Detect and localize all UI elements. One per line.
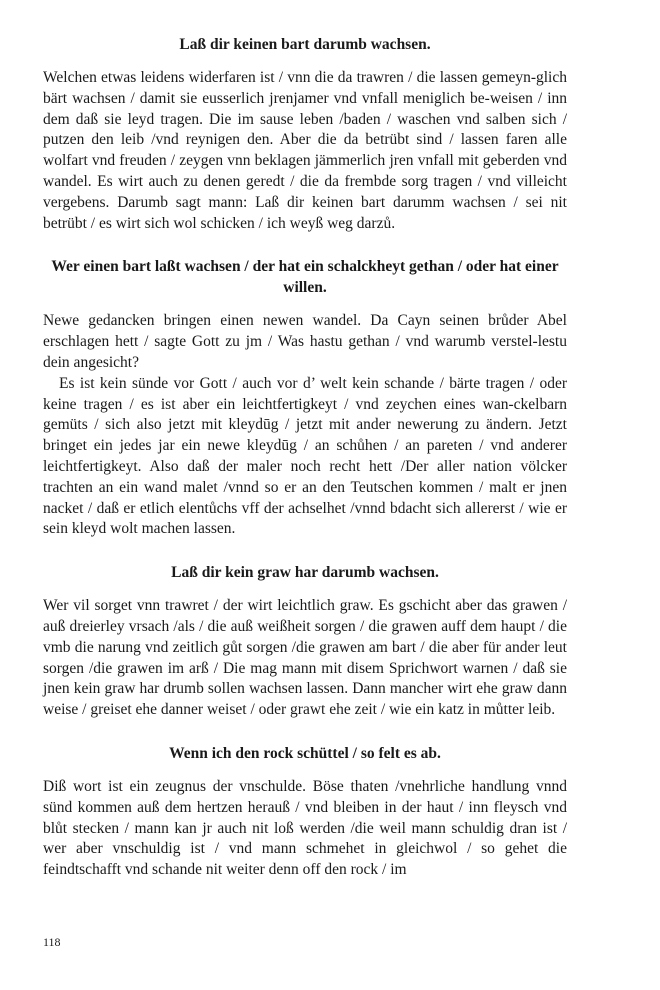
section-paragraph: Welchen etwas leidens widerfaren ist / vnn die da trawren / die lassen gemeyn-glich bärt wachsen / damit sie eusserlich jrenjamer vnd vnfall meniglich be-weisen / inn dem daß sie leyd tragen. Die im sause leben /baden / waschen vnd salben sich / putzen den leib /vnd reynigen den. Aber die da betrübt sind / lassen faren alle wolfart vnd freuden / zeygen vnn beklagen jämmerlich jren vnfall mit geberden vnd wandel. Es wirt auch zu denen geredt / die da frembde sorg tragen / vnd villeicht vergebens. Darumb sagt mann: Laß dir keinen bart darumm wachsen / sei nit betrübt / es wirt sich wol schicken / ich weyß weg darzů. bbox=[43, 69, 567, 232]
section-bart-wachsen bbox=[43, 256, 567, 540]
section-rock-schuettel bbox=[43, 743, 567, 881]
page-number: 118 bbox=[43, 935, 61, 949]
section-heading: Wenn ich den rock schüttel / so felt es ab. bbox=[169, 744, 441, 762]
section-graw-har bbox=[43, 562, 567, 721]
section-paragraph: Diß wort ist ein zeugnus der vnschulde. Böse thaten /vnehrliche handlung vnnd sünd kommen auß dem hertzen herauß / vnd bleiben in der haut / inn fleysch vnd blůt stecken / mann kan jr auch nit loß werden /die weil mann schuldig dran ist / wer aber vnschuldig ist / vnd mann schmehet in gleichwol / so gehet die feindtschafft vnd schande nit weiter denn off den rock / im bbox=[43, 777, 567, 879]
page-body bbox=[43, 34, 567, 903]
section-paragraph: Newe gedancken bringen einen newen wandel. Da Cayn seinen brůder Abel erschlagen hett / sagte Gott zu jm / Was hastu gethan / vnd warumb verstel-lestu dein angesicht? bbox=[43, 312, 567, 371]
section-bart bbox=[43, 34, 567, 234]
section-paragraph: Wer vil sorget vnn trawret / der wirt leichtlich graw. Es gschicht aber das grawen / auß dreierley vrsach /als / die auß weißheit sorgen / die grawen auff dem haupt / die vmb die narung vnd zeitlich gůt sorgen /die grawen am bart / die aber für ander leut sorgen /die grawen im arß / Die mag mann mit disem Sprichwort warnen / daß sie jnen kein graw har drumb sollen wachsen lassen. Dann mancher wirt ehe graw dann weise / greiset ehe danner weiset / oder grawt ehe zeit / wie ein katz in můtter leib. bbox=[43, 597, 567, 719]
section-paragraph: Es ist kein sünde vor Gott / auch vor d’ welt kein schande / bärte tragen / oder keine tragen / es ist aber ein leichtfertigkeyt / vnd zeychen eines wan-ckelbarn gemüts / sich also jetzt mit kleydūg / jetzt mit ander newerung zu ändern. Jetzt bringet ein jedes jar ein newe kleydūg / an schůhen / an pareten / vnd anderer leichtfertigkeyt. Also daß der maler noch recht hett /Der aller nation völcker trachten an ein wand malet /vnnd so er an den Teutschen kommen / malt er jnen nacket / daß er etlich elentůchs vff der achselhet /vnnd bdacht sich allererst / wie er sein kleyd wolt machen lassen. bbox=[43, 374, 567, 538]
section-heading: Laß dir keinen bart darumb wachsen. bbox=[179, 36, 431, 53]
section-heading: Wer einen bart laßt wachsen / der hat ein schalckheyt gethan / oder hat einer willen. bbox=[51, 258, 559, 297]
section-heading: Laß dir kein graw har darumb wachsen. bbox=[171, 564, 439, 582]
